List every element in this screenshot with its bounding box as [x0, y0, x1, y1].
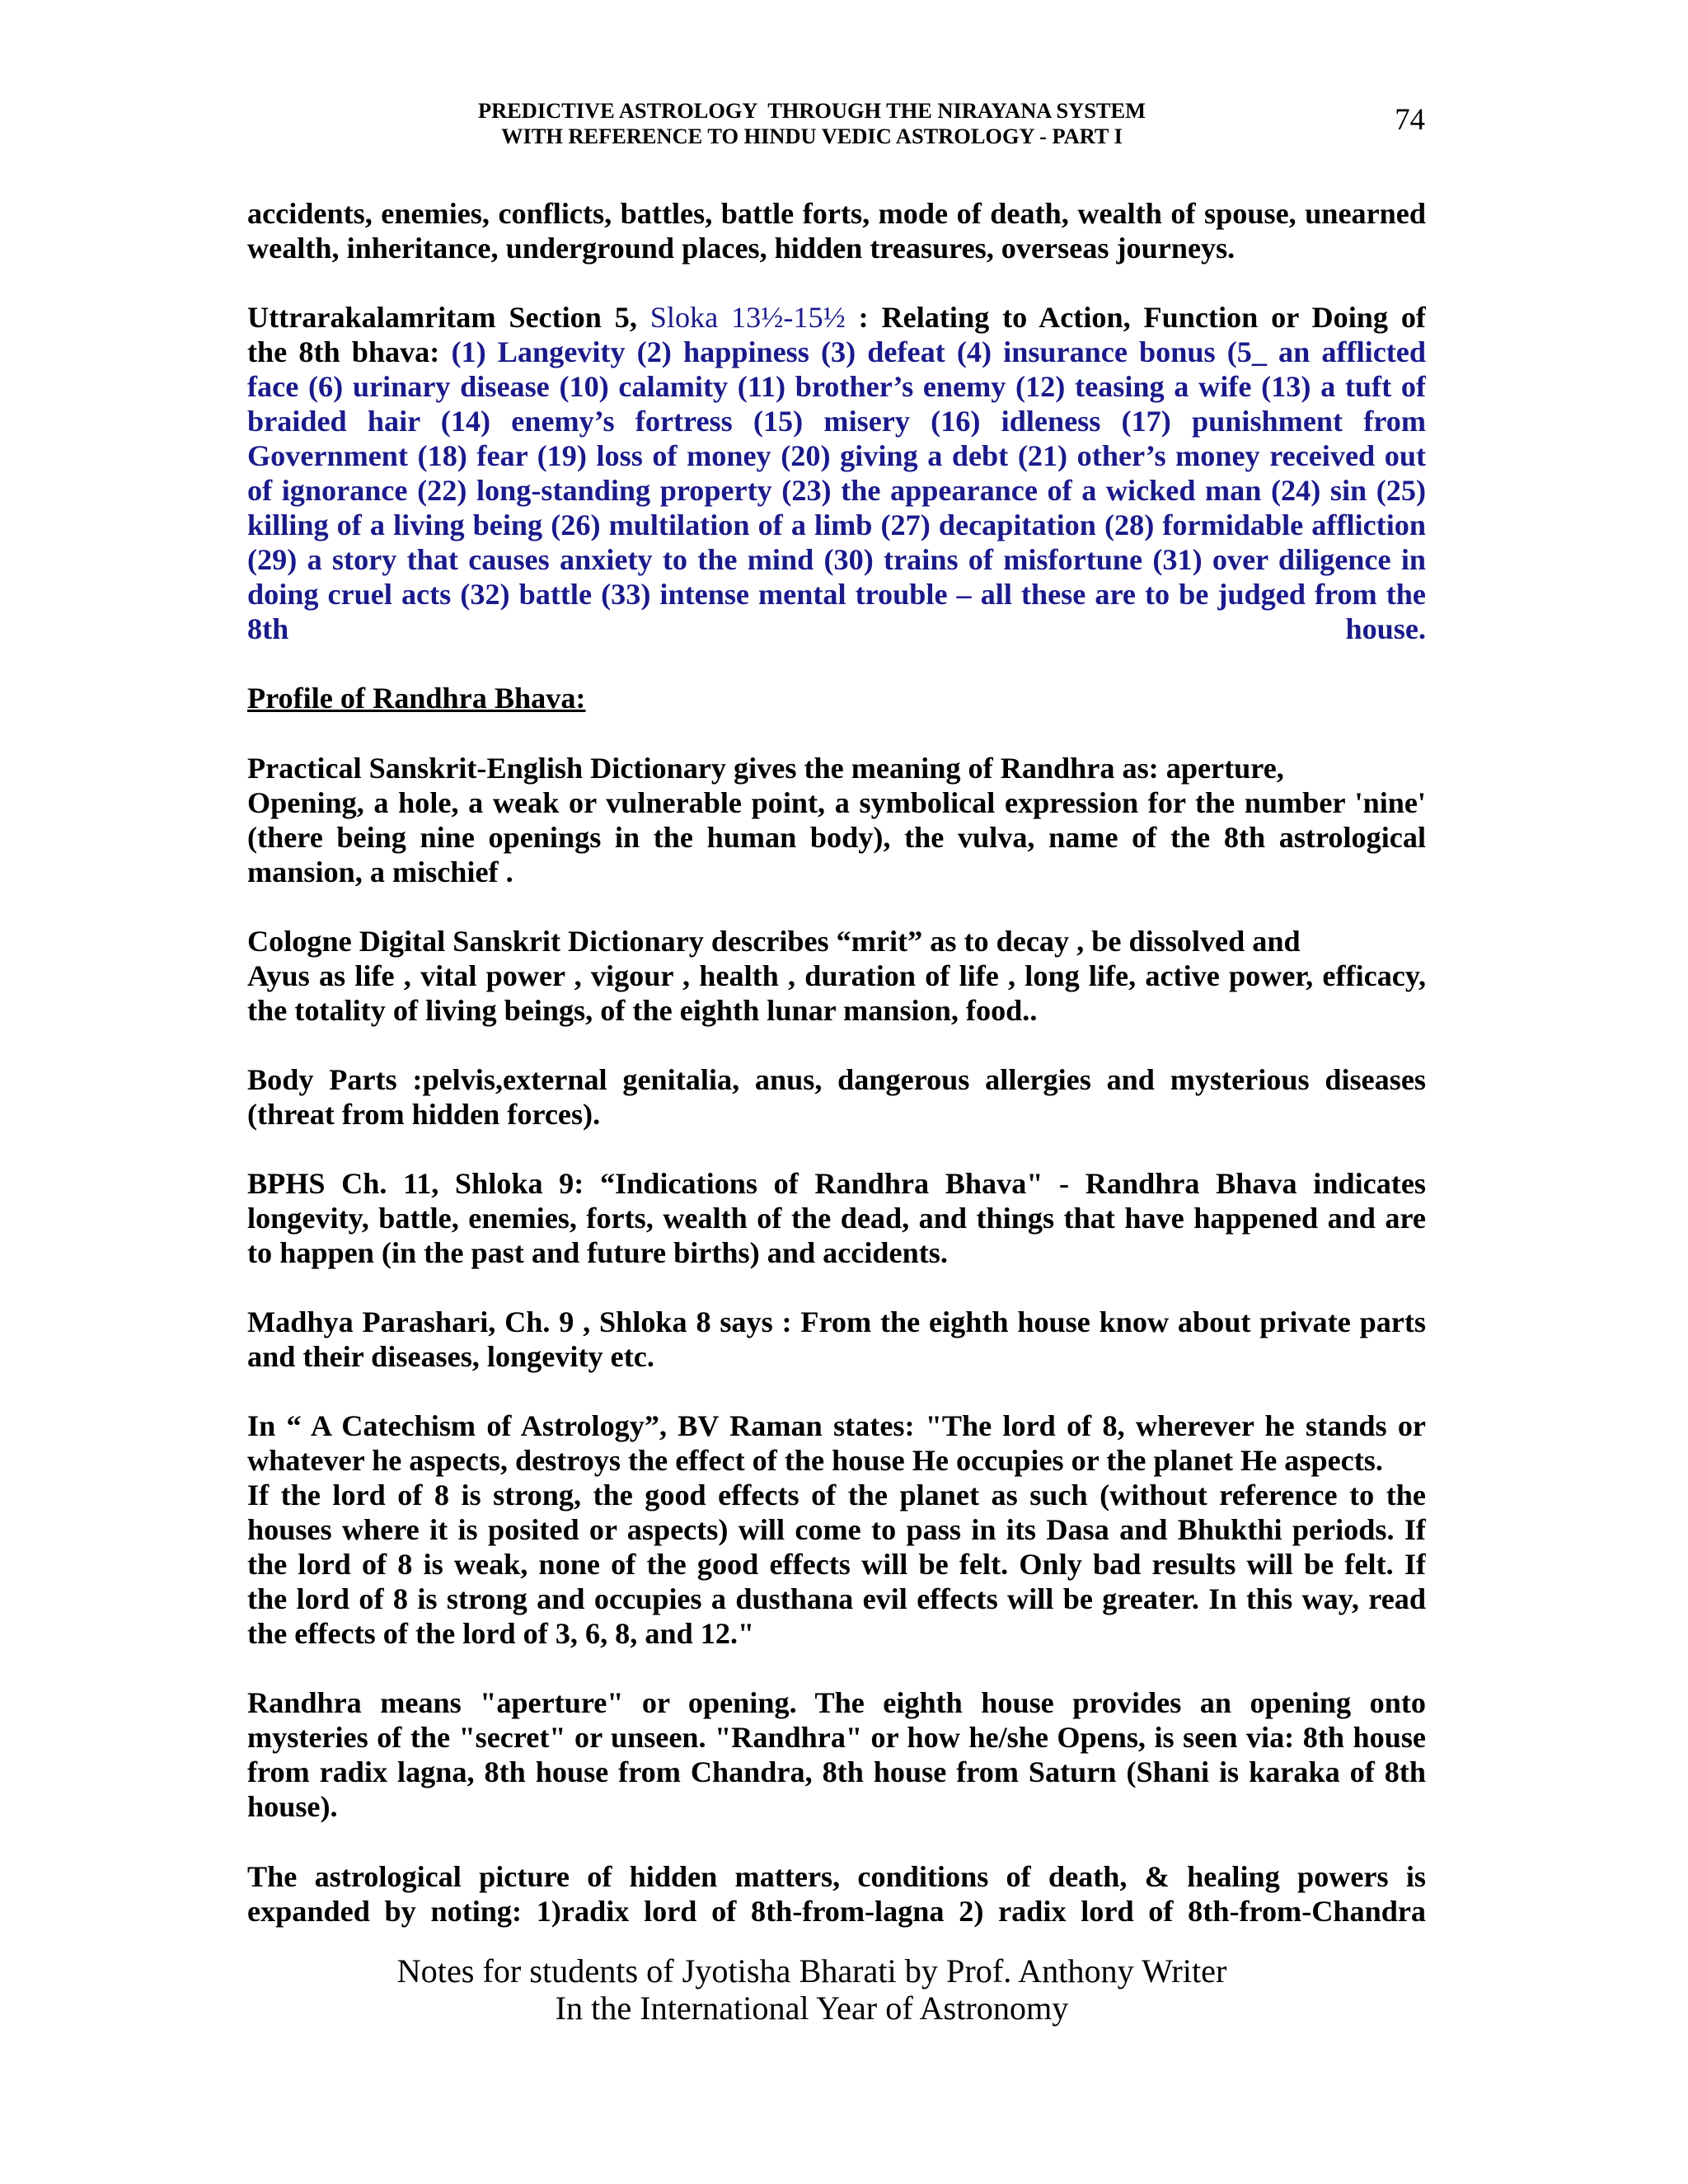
text-line: Ayus as life , vital power , vigour , health , duration of life , long life, active power, efficacy,: [247, 958, 1426, 992]
text-line: Body Parts :pelvis,external genitalia, anus, dangerous allergies and mysterious diseases: [247, 1062, 1426, 1096]
header-subtitle-line: WITH REFERENCE TO HINDU VEDIC ASTROLOGY - PART I: [501, 124, 1123, 148]
text-line: and their diseases, longevity etc.: [247, 1340, 654, 1374]
text-line: the effects of the lord of 3, 6, 8, and 12.": [247, 1617, 755, 1651]
paragraph-uttarakalamritam: [247, 300, 1426, 646]
text-line: house).: [247, 1790, 338, 1824]
bhava-label: the 8th bhava:: [247, 335, 452, 369]
text-line: mysteries of the "secret" or unseen. "Randhra" or how he/she Opens, is seen via: 8th house: [247, 1721, 1426, 1755]
text-line: doing cruel acts (32) battle (33) intense mental trouble – all these are to be judged from the: [247, 578, 1426, 612]
text-line: Opening, a hole, a weak or vulnerable point, a symbolical expression for the number 'nine': [247, 785, 1426, 819]
text-line: Practical Sanskrit-English Dictionary gives the meaning of Randhra as: aperture,: [247, 751, 1284, 785]
text-line: mansion, a mischief .: [247, 855, 513, 888]
body-text: [247, 196, 1426, 1929]
sloka-intro: : Relating to Action, Function or Doing of: [845, 301, 1426, 335]
paragraph-practical-dictionary: [247, 751, 1426, 889]
running-header: [247, 98, 1376, 149]
paragraph-randhra-meaning: [247, 1685, 1426, 1824]
text-line: If the lord of 8 is strong, the good effects of the planet as such (without reference to the: [247, 1479, 1426, 1512]
text-line: Cologne Digital Sanskrit Dictionary describes “mrit” as to decay , be dissolved and: [247, 924, 1301, 958]
text-line: (there being nine openings in the human body), the vulva, name of the 8th astrological: [247, 820, 1426, 854]
footer-line: Notes for students of Jyotisha Bharati by Prof. Anthony Writer: [396, 1952, 1227, 1990]
text-line: killing of a living being (26) multilation of a limb (27) decapitation (28) formidable affliction: [247, 509, 1426, 542]
text-line: The astrological picture of hidden matters, conditions of death, & healing powers is: [247, 1859, 1426, 1893]
text-line: Government (18) fear (19) loss of money (20) giving a debt (21) other’s money received out: [247, 439, 1426, 473]
text-line: (threat from hidden forces).: [247, 1097, 601, 1131]
paragraph-significations: [247, 196, 1426, 265]
paragraph-catechism: [247, 1408, 1426, 1651]
heading-text: Profile of Randhra Bhava:: [247, 682, 586, 715]
text-line: expanded by noting: 1)radix lord of 8th-from-lagna 2) radix lord of 8th-from-Chandra: [247, 1894, 1426, 1928]
page-footer: [247, 1952, 1376, 2027]
header-title-line: PREDICTIVE ASTROLOGY THROUGH THE NIRAYANA SYSTEM: [477, 98, 1146, 123]
paragraph-cologne-dictionary: [247, 924, 1426, 1028]
paragraph-body-parts: [247, 1062, 1426, 1132]
page-number: 74: [1395, 102, 1425, 136]
significations-list: (1) Langevity (2) happiness (3) defeat (4) insurance bonus (5_ an afflicted: [451, 335, 1426, 369]
text-line: [247, 335, 1426, 369]
text-line: from radix lagna, 8th house from Chandra, 8th house from Saturn (Shani is karaka of 8th: [247, 1755, 1426, 1789]
text-line: houses where it is posited or aspects) will come to pass in its Dasa and Bhukthi periods. If: [247, 1513, 1426, 1547]
text-line: wealth, inheritance, underground places, hidden treasures, overseas journeys.: [247, 232, 1236, 265]
footer-line: In the International Year of Astronomy: [555, 1990, 1069, 2027]
text-line: accidents, enemies, conflicts, battles, battle forts, mode of death, wealth of spouse, unearned: [247, 197, 1426, 230]
text-line: Madhya Parashari, Ch. 9 , Shloka 8 says : From the eighth house know about private parts: [247, 1305, 1426, 1338]
text-line: the totality of living beings, of the eighth lunar mansion, food..: [247, 993, 1038, 1027]
text-line: face (6) urinary disease (10) calamity (11) brother’s enemy (12) teasing a wife (13) a tuft of: [247, 370, 1426, 404]
heading-line: [247, 681, 1426, 715]
paragraph-madhya-parashari: [247, 1305, 1426, 1374]
text-line: to happen (in the past and future births) and accidents.: [247, 1235, 948, 1269]
text-line: braided hair (14) enemy’s fortress (15) misery (16) idleness (17) punishment from: [247, 405, 1426, 438]
text-line: (29) a story that causes anxiety to the mind (30) trains of misfortune (31) over diligence in: [247, 543, 1426, 577]
text-line: [247, 300, 1426, 335]
source-citation: Uttrarakalamritam Section 5,: [247, 301, 650, 335]
paragraph-astrological-picture: [247, 1859, 1426, 1929]
sloka-reference: Sloka 13½-15½: [649, 301, 846, 335]
text-line: In “ A Catechism of Astrology”, BV Raman states: "The lord of 8, wherever he stands or: [247, 1409, 1426, 1443]
paragraph-bphs: [247, 1166, 1426, 1270]
text-line: Randhra means "aperture" or opening. The eighth house provides an opening onto: [247, 1686, 1426, 1720]
section-heading: [247, 681, 1426, 715]
text-line: of ignorance (22) long-standing property (23) the appearance of a wicked man (24) sin (25): [247, 474, 1426, 508]
text-line: the lord of 8 is weak, none of the good effects will be felt. Only bad results will be felt. If: [247, 1548, 1426, 1582]
text-line: longevity, battle, enemies, forts, wealth of the dead, and things that have happened and are: [247, 1201, 1426, 1235]
text-line: BPHS Ch. 11, Shloka 9: “Indications of Randhra Bhava" - Randhra Bhava indicates: [247, 1166, 1426, 1200]
text-line: whatever he aspects, destroys the effect of the house He occupies or the planet He aspects.: [247, 1444, 1383, 1478]
text-line: the lord of 8 is strong and occupies a dusthana evil effects will be greater. In this way, read: [247, 1582, 1426, 1616]
text-line: 8th house.: [247, 612, 1426, 646]
